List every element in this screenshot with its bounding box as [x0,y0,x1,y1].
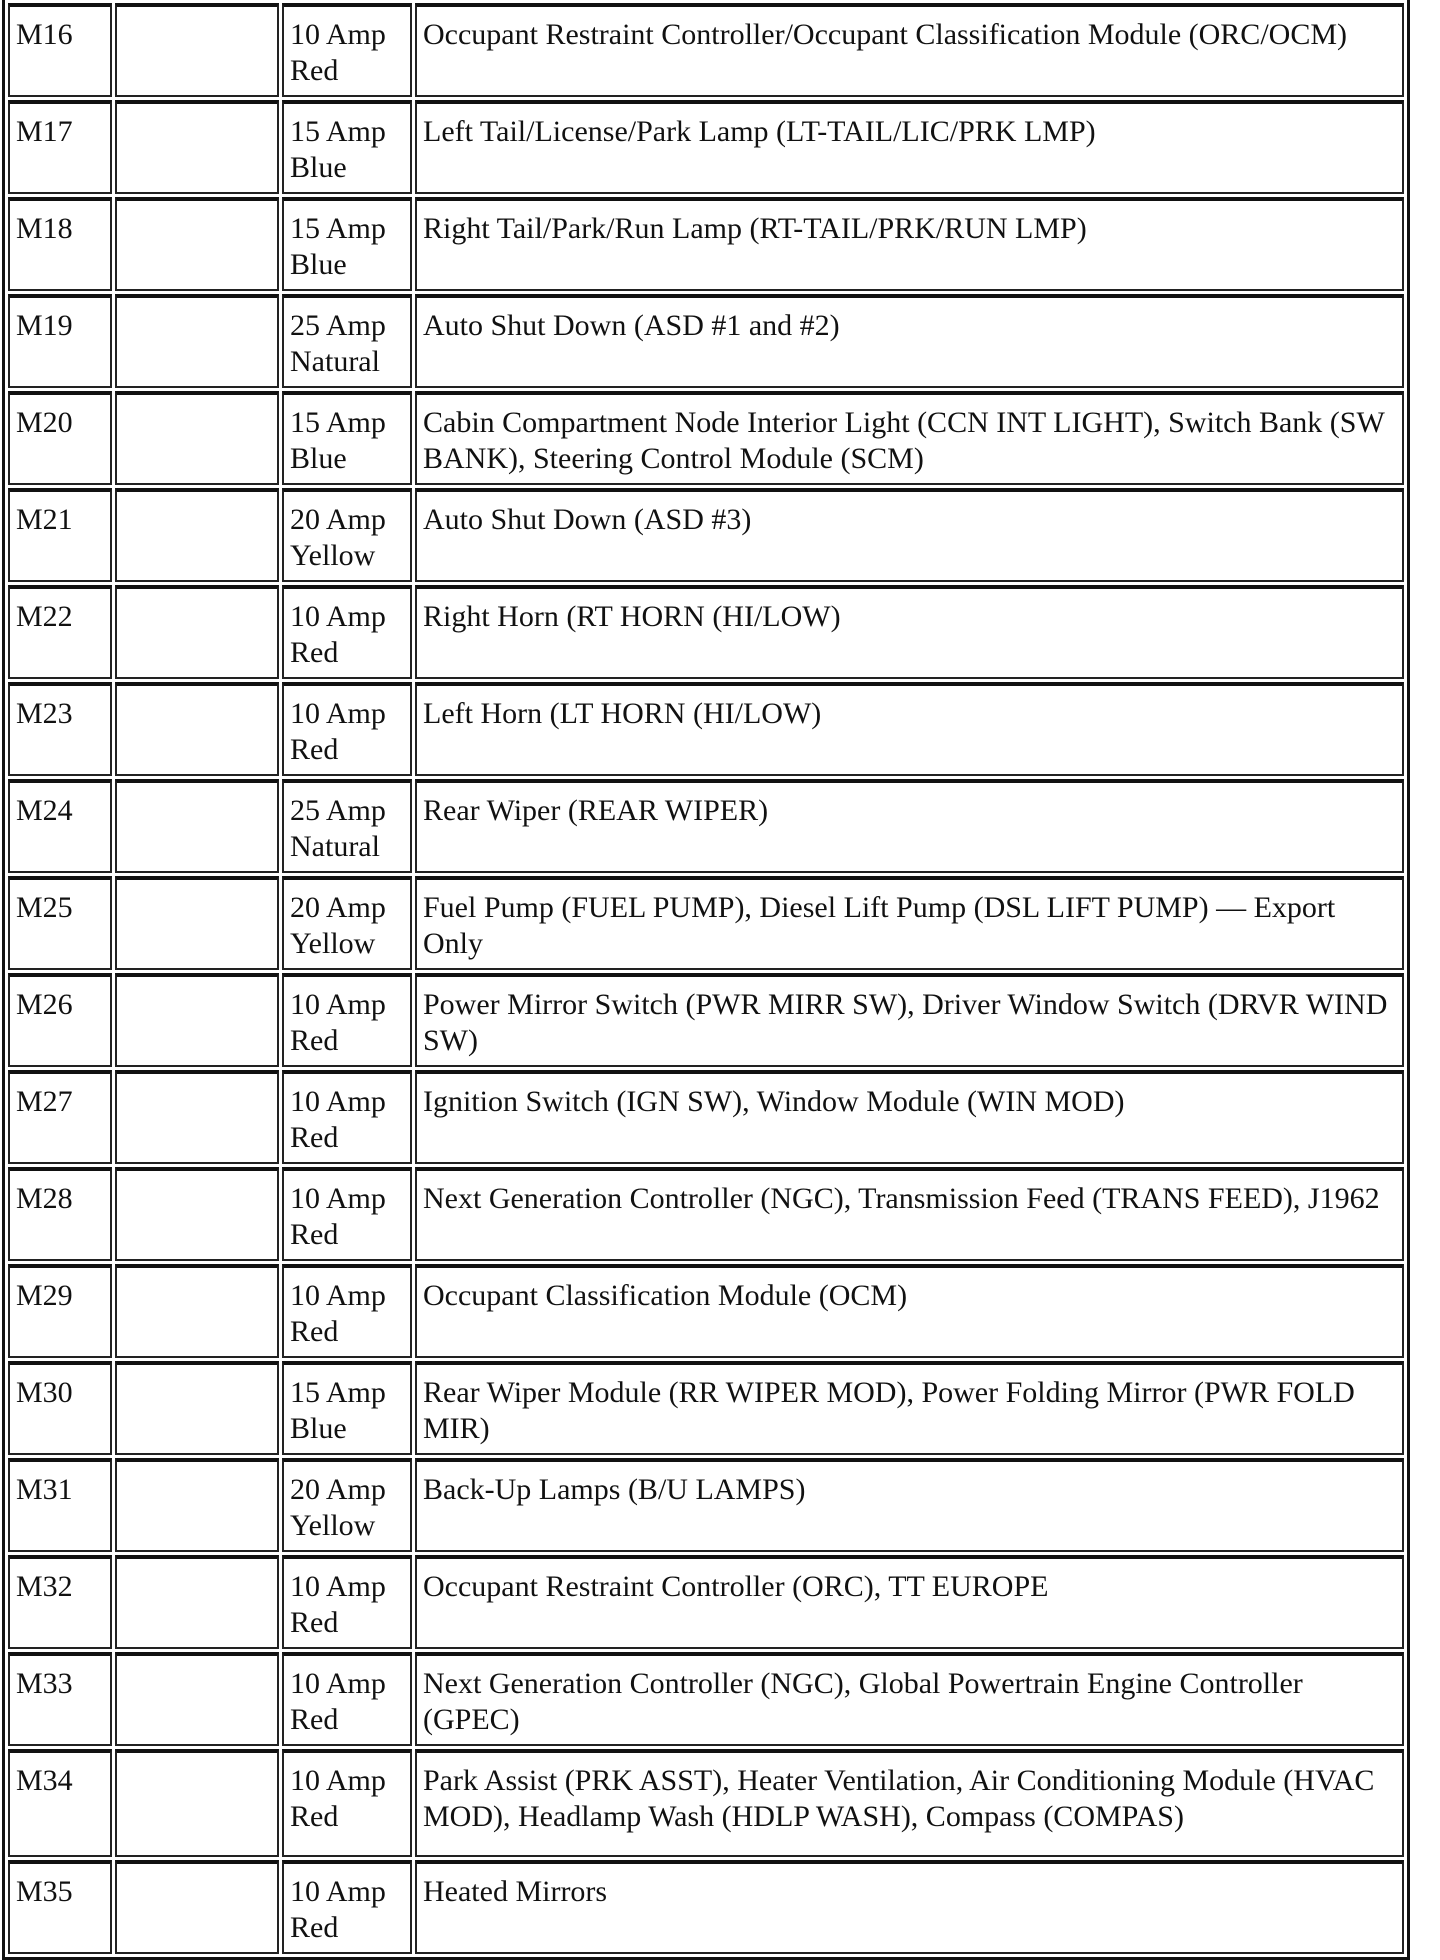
circuit-description-cell: Ignition Switch (IGN SW), Window Module (WIN MOD) [415,1070,1404,1164]
circuit-description-cell: Right Tail/Park/Run Lamp (RT-TAIL/PRK/RUN LMP) [415,197,1404,291]
fuse-rating-cell [282,1070,412,1164]
amperage-label: 10 Amp [290,1875,386,1908]
circuit-description-cell: Occupant Restraint Controller (ORC), TT EUROPE [415,1555,1404,1649]
fuse-color-label: Yellow [290,539,376,572]
fuse-color-label: Red [290,1218,339,1251]
table-row [8,973,1404,1067]
fuse-color-label: Red [290,733,339,766]
table-row [8,1070,1404,1164]
blank-cell [115,391,279,485]
cavity-cell: M31 [8,1458,112,1552]
circuit-description-cell: Heated Mirrors [415,1860,1404,1954]
table-row [8,1860,1404,1954]
circuit-description-cell: Auto Shut Down (ASD #3) [415,488,1404,582]
circuit-description-cell: Back-Up Lamps (B/U LAMPS) [415,1458,1404,1552]
fuse-color-label: Red [290,54,339,87]
table-row [8,488,1404,582]
amperage-label: 10 Amp [290,1085,386,1118]
fuse-rating-cell [282,1264,412,1358]
blank-cell [115,585,279,679]
amperage-label: 10 Amp [290,600,386,633]
amperage-label: 10 Amp [290,988,386,1021]
fuse-color-label: Blue [290,248,347,281]
fuse-color-label: Red [290,1315,339,1348]
amperage-label: 15 Amp [290,1376,386,1409]
table-row [8,779,1404,873]
fuse-rating-cell [282,973,412,1067]
circuit-description-cell: Next Generation Controller (NGC), Transmission Feed (TRANS FEED), J1962 [415,1167,1404,1261]
table-row [8,1167,1404,1261]
circuit-description-cell: Power Mirror Switch (PWR MIRR SW), Driver Window Switch (DRVR WIND SW) [415,973,1404,1067]
fuse-table [2,0,1410,1960]
fuse-rating-cell [282,1555,412,1649]
amperage-label: 10 Amp [290,1279,386,1312]
fuse-rating-cell [282,1860,412,1954]
cavity-cell: M29 [8,1264,112,1358]
blank-cell [115,488,279,582]
fuse-color-label: Yellow [290,927,376,960]
fuse-color-label: Red [290,1606,339,1639]
blank-cell [115,1458,279,1552]
blank-cell [115,1167,279,1261]
cavity-cell: M32 [8,1555,112,1649]
fuse-rating-cell [282,197,412,291]
fuse-rating-cell [282,1749,412,1857]
circuit-description-cell: Auto Shut Down (ASD #1 and #2) [415,294,1404,388]
cavity-cell: M27 [8,1070,112,1164]
blank-cell [115,3,279,97]
amperage-label: 25 Amp [290,309,386,342]
circuit-description-cell: Fuel Pump (FUEL PUMP), Diesel Lift Pump (DSL LIFT PUMP) — Export Only [415,876,1404,970]
table-row [8,391,1404,485]
fuse-rating-cell [282,100,412,194]
fuse-rating-cell [282,1652,412,1746]
blank-cell [115,682,279,776]
cavity-cell: M17 [8,100,112,194]
fuse-color-label: Red [290,1024,339,1057]
table-row [8,585,1404,679]
blank-cell [115,1555,279,1649]
cavity-cell: M23 [8,682,112,776]
blank-cell [115,197,279,291]
amperage-label: 20 Amp [290,503,386,536]
circuit-description-cell: Next Generation Controller (NGC), Global Powertrain Engine Controller (GPEC) [415,1652,1404,1746]
blank-cell [115,1264,279,1358]
blank-cell [115,876,279,970]
cavity-cell: M26 [8,973,112,1067]
circuit-description-cell: Occupant Classification Module (OCM) [415,1264,1404,1358]
fuse-rating-cell [282,585,412,679]
fuse-table-body [8,3,1404,1954]
cavity-cell: M33 [8,1652,112,1746]
fuse-rating-cell [282,391,412,485]
table-row [8,1652,1404,1746]
circuit-description-cell: Rear Wiper Module (RR WIPER MOD), Power Folding Mirror (PWR FOLD MIR) [415,1361,1404,1455]
amperage-label: 20 Amp [290,891,386,924]
fuse-color-label: Natural [290,345,380,378]
cavity-cell: M19 [8,294,112,388]
table-row [8,1555,1404,1649]
circuit-description-cell: Left Horn (LT HORN (HI/LOW) [415,682,1404,776]
cavity-cell: M25 [8,876,112,970]
table-row [8,3,1404,97]
fuse-rating-cell [282,1361,412,1455]
circuit-description-cell: Occupant Restraint Controller/Occupant Classification Module (ORC/OCM) [415,3,1404,97]
circuit-description-cell: Left Tail/License/Park Lamp (LT-TAIL/LIC/PRK LMP) [415,100,1404,194]
table-row [8,876,1404,970]
amperage-label: 20 Amp [290,1473,386,1506]
circuit-description-cell: Park Assist (PRK ASST), Heater Ventilation, Air Conditioning Module (HVAC MOD), Headlamp Wash (HDLP WASH), Compass (COMPAS) [415,1749,1404,1857]
fuse-color-label: Red [290,1800,339,1833]
fuse-rating-cell [282,1458,412,1552]
blank-cell [115,973,279,1067]
fuse-color-label: Natural [290,830,380,863]
fuse-color-label: Blue [290,442,347,475]
table-row [8,1361,1404,1455]
cavity-cell: M24 [8,779,112,873]
amperage-label: 10 Amp [290,18,386,51]
cavity-cell: M34 [8,1749,112,1857]
table-row [8,1458,1404,1552]
amperage-label: 10 Amp [290,697,386,730]
fuse-color-label: Red [290,1703,339,1736]
fuse-rating-cell [282,294,412,388]
amperage-label: 10 Amp [290,1570,386,1603]
fuse-rating-cell [282,779,412,873]
fuse-color-label: Blue [290,151,347,184]
blank-cell [115,1860,279,1954]
fuse-color-label: Blue [290,1412,347,1445]
fuse-rating-cell [282,682,412,776]
blank-cell [115,1070,279,1164]
cavity-cell: M16 [8,3,112,97]
blank-cell [115,1749,279,1857]
cavity-cell: M35 [8,1860,112,1954]
table-row [8,1749,1404,1857]
amperage-label: 10 Amp [290,1182,386,1215]
fuse-rating-cell [282,876,412,970]
amperage-label: 10 Amp [290,1667,386,1700]
fuse-color-label: Red [290,636,339,669]
fuse-color-label: Red [290,1911,339,1944]
cavity-cell: M28 [8,1167,112,1261]
amperage-label: 15 Amp [290,115,386,148]
fuse-color-label: Yellow [290,1509,376,1542]
blank-cell [115,1652,279,1746]
cavity-cell: M21 [8,488,112,582]
amperage-label: 10 Amp [290,1764,386,1797]
blank-cell [115,100,279,194]
cavity-cell: M18 [8,197,112,291]
circuit-description-cell: Right Horn (RT HORN (HI/LOW) [415,585,1404,679]
cavity-cell: M20 [8,391,112,485]
circuit-description-cell: Rear Wiper (REAR WIPER) [415,779,1404,873]
fuse-color-label: Red [290,1121,339,1154]
table-row [8,682,1404,776]
fuse-rating-cell [282,3,412,97]
blank-cell [115,294,279,388]
cavity-cell: M22 [8,585,112,679]
amperage-label: 15 Amp [290,406,386,439]
table-row [8,1264,1404,1358]
blank-cell [115,779,279,873]
cavity-cell: M30 [8,1361,112,1455]
amperage-label: 15 Amp [290,212,386,245]
table-row [8,294,1404,388]
table-row [8,197,1404,291]
amperage-label: 25 Amp [290,794,386,827]
table-row [8,100,1404,194]
fuse-rating-cell [282,1167,412,1261]
fuse-rating-cell [282,488,412,582]
blank-cell [115,1361,279,1455]
circuit-description-cell: Cabin Compartment Node Interior Light (CCN INT LIGHT), Switch Bank (SW BANK), Steering Control Module (SCM) [415,391,1404,485]
